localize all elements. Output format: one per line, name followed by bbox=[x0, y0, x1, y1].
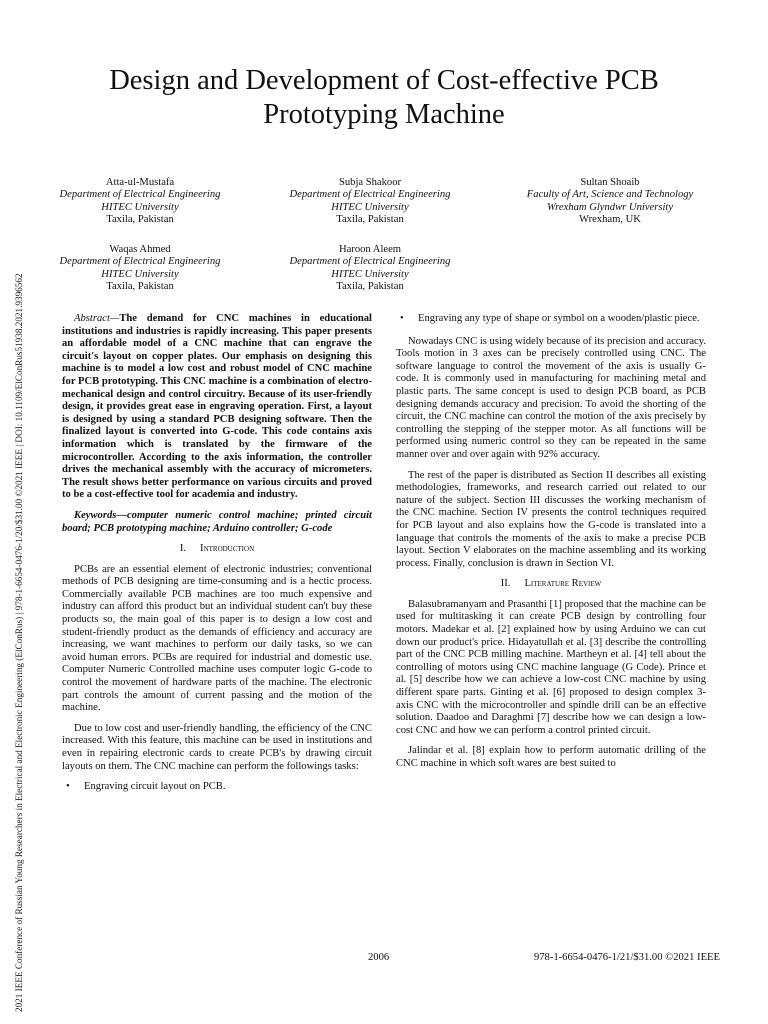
author-location: Taxila, Pakistan bbox=[106, 281, 174, 293]
bullet-icon: • bbox=[66, 781, 70, 793]
body-paragraph: Nowadays CNC is using widely because of its precision and accuracy. Tools motion in 3 axes can be precisely controlled using CNC. The software language to control the movement of the axis is usually G-code. It is commonly used in manufacturing for machining metal and plastic parts. The same concept is used to design PCB board, as PCB designing demands accuracy and precision. To avoid the shorting of the circuit, the CNC machine can control the motion of the axis precisely by controlling the stepping of the stepper motor. As all functions will be performed using numeric control so they can be repeated in the same manner over and over again with 92% accuracy. bbox=[396, 335, 706, 460]
list-item-text: Engraving any type of shape or symbol on a wooden/plastic piece. bbox=[418, 313, 700, 324]
title-line-2: Prototyping Machine bbox=[263, 99, 505, 130]
section-heading-literature-review bbox=[396, 578, 706, 591]
author-block bbox=[250, 177, 490, 227]
footer-copyright: 978-1-6654-0476-1/21/$31.00 ©2021 IEEE bbox=[533, 952, 720, 963]
section-title: Introduction bbox=[200, 543, 255, 555]
right-column bbox=[396, 313, 706, 779]
author-name: Atta-ul-Mustafa bbox=[105, 177, 175, 188]
author-institution: HITEC University bbox=[331, 201, 409, 213]
author-department: Department of Electrical Engineering bbox=[289, 256, 451, 268]
intro-paragraph: Due to low cost and user-friendly handling, the efficiency of the CNC increased. With this feature, this machine can be used in institutions and even in repairing electronic cards to create PCB's by drawing circuit layouts on them. The CNC machine can perform the followings tasks: bbox=[62, 722, 372, 772]
author-location: Taxila, Pakistan bbox=[336, 281, 404, 293]
list-item-text: Engraving circuit layout on PCB. bbox=[84, 781, 226, 793]
author-location: Wrexham, UK bbox=[579, 214, 641, 226]
body-paragraph: Jalindar et al. [8] explain how to perform automatic drilling of the CNC machine in which soft wares are best suited to bbox=[396, 745, 706, 769]
author-name: Haroon Aleem bbox=[338, 244, 402, 255]
abstract-lead: Abstract— bbox=[74, 313, 120, 324]
intro-paragraph: PCBs are an essential element of electronic industries; conventional methods of PCB designing are time-consuming and is a hectic process. Commercially available PCB machines are too much expensive and industry can afford this product but an individual student can't buy these products so, the main goal of this paper is to design a low cost and student-friendly product as the demands of efficiency and accuracy are increasing, we want machines to perform our daily tasks, so we can avoid human errors. PCBs are required for industrial and domestic use. Computer Numeric Controlled machine uses computer logic G-code to control the movement of hardware parts of the machine. The electronic part controls the amount of current passing and the motion of the machine. bbox=[62, 563, 372, 714]
author-institution: HITEC University bbox=[101, 268, 179, 280]
author-location: Taxila, Pakistan bbox=[336, 214, 404, 226]
author-location: Taxila, Pakistan bbox=[106, 214, 174, 226]
author-institution: Wrexham Glyndwr University bbox=[546, 201, 674, 213]
keywords-body: computer numeric control machine; printed circuit board; PCB prototyping machine; Arduino controller; G-code bbox=[62, 509, 372, 534]
author-block bbox=[250, 244, 490, 294]
left-column bbox=[62, 313, 372, 804]
author-institution: HITEC University bbox=[101, 201, 179, 213]
section-number: II. bbox=[500, 578, 511, 590]
author-block bbox=[20, 177, 260, 227]
author-name: Subja Shakoor bbox=[338, 177, 402, 188]
body-paragraph: The rest of the paper is distributed as Section II describes all existing methodologies, frameworks, and research carried out related to our nature of the subject. Section III discusses the working mechanism of the CNC machine. Section IV presents the control techniques required for PCB layout and also explains how the G-code is translated into a language that controls the moments of the axis to make a precise PCB layout. Section V elaborates on the machine assembling and its working process. Finally, conclusion is drawn in Section VI. bbox=[396, 469, 706, 569]
abstract bbox=[62, 313, 372, 502]
body-paragraph: Balasubramanyam and Prasanthi [1] proposed that the machine can be used for multitasking it can create PCB design by controlling four motors. Madekar et al. [2] explained how by using Arduino we can cut down our product's price. Hidayatullah et al. [3] describe the controlling part of the CNC PCB milling machine. Martheyn et al. [4] tell about the controlling of motors using CNC machine language (G Code). Prince et al. [5] describe how we can achieve a low-cost CNC machine by using different spare parts. Ginting et al. [6] proposed to design complex 3-axis CNC with the microcontroller and spindle drill can be an effective solution. Daadoo and Daraghmi [7] describe how we can design a low-cost CNC and how we can perform a control printed circuit. bbox=[396, 598, 706, 736]
paper-title bbox=[40, 64, 728, 132]
keywords-lead: Keywords— bbox=[74, 509, 127, 521]
list-item bbox=[62, 781, 372, 794]
section-number: I. bbox=[179, 543, 187, 555]
title-line-1: Design and Development of Cost-effective PCB bbox=[109, 65, 659, 96]
author-institution: HITEC University bbox=[331, 268, 409, 280]
list-item bbox=[396, 313, 706, 326]
author-department: Department of Electrical Engineering bbox=[59, 189, 221, 201]
doi-side-note: 2021 IEEE Conference of Russian Young Researchers in Electrical and Electronic Engineering (ElConRus) | 978-1-6654-0476-1/20/$31.00 ©2021 IEEE | DOI: 10.1109/ElConRus51938.2021.9396562 bbox=[14, 273, 24, 1012]
abstract-body: The demand for CNC machines in educational institutions and industries is rapidly increasing. This paper presents an affordable model of a CNC machine that can engrave the circuit's layout on copper plates. Our emphasis on designing this machine is to model a low cost and robust model of CNC machine for PCB prototyping. This CNC machine is a combination of electro-mechanical design and control circuitry. Because of its user-friendly design, it provides great ease in engraving operation. First, a layout is designed by using a standard PCB designing software. Then the finalized layout is converted into G-code. This code contains axis information which is translated by the firmware of the microcontroller. According to the axis information, the controller drives the mechanical assembly with the accuracy of micrometers. The result shows better performance on various circuits and proved to be a cost-effective tool for academia and industry. bbox=[62, 313, 372, 501]
author-department: Department of Electrical Engineering bbox=[59, 256, 221, 268]
keywords bbox=[62, 510, 372, 535]
author-department: Faculty of Art, Science and Technology bbox=[526, 189, 694, 201]
author-block bbox=[20, 244, 260, 294]
author-name: Sultan Shoaib bbox=[580, 177, 640, 188]
author-department: Department of Electrical Engineering bbox=[289, 189, 451, 201]
page-number: 2006 bbox=[368, 952, 390, 963]
bullet-icon: • bbox=[400, 313, 404, 324]
author-name: Waqas Ahmed bbox=[109, 244, 171, 255]
section-title: Literature Review bbox=[524, 578, 602, 590]
author-block bbox=[490, 177, 730, 227]
section-heading-introduction bbox=[62, 543, 372, 556]
